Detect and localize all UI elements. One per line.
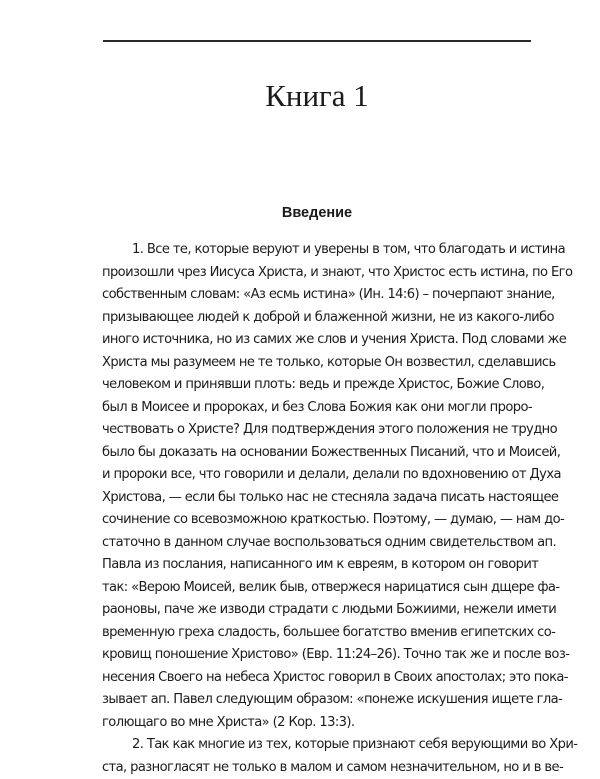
body-line: кровищ поношение Христово» (Евр. 11:24–26). Точно так же и после воз- <box>102 644 532 667</box>
body-line: 1. Все те, которые веруют и уверены в том, что благодать и истина <box>102 239 532 262</box>
body-line: ста, разногласят не только в малом и самом незначительном, но и в ве- <box>102 757 532 779</box>
body-line: сочинение со всевозможною краткостью. Поэтому, — думаю, — нам до- <box>102 509 532 532</box>
body-line: чествовать о Христе? Для подтверждения этого положения не трудно <box>102 419 532 442</box>
body-line: собственным словам: «Аз есмь истина» (Ин. 14:6) – почерпают знание, <box>102 284 532 307</box>
body-line: Христова, — если бы только нас не стесняла задача писать настоящее <box>102 487 532 510</box>
body-line: и пророки все, что говорили и делали, делали по вдохновению от Духа <box>102 464 532 487</box>
body-line: 2. Так как многие из тех, которые признают себя верующими во Хри- <box>102 734 532 757</box>
body-line: было бы доказать на основании Божественных Писаний, что и Моисей, <box>102 442 532 465</box>
body-line: Христа мы разумеем не те только, которые Он возвестил, сделавшись <box>102 352 532 375</box>
body-line: Павла из послания, написанного им к евреям, в котором он говорит <box>102 554 532 577</box>
body-line: временную греха сладость, большее богатство вменив египетских со- <box>102 622 532 645</box>
body-line: раоновы, паче же изводи страдати с людьми Божиими, нежели имети <box>102 599 532 622</box>
body-text <box>102 239 532 779</box>
header-rule <box>103 40 531 42</box>
book-title: Книга 1 <box>0 78 600 114</box>
body-line: произошли чрез Иисуса Христа, и знают, что Христос есть истина, по Его <box>102 262 532 285</box>
body-line: человеком и принявши плоть: ведь и прежде Христос, Божие Слово, <box>102 374 532 397</box>
body-line: иного источника, но из самих же слов и учения Христа. Под словами же <box>102 329 532 352</box>
section-heading: Введение <box>0 205 600 221</box>
body-line: был в Моисее и пророках, и без Слова Божия как они могли проро- <box>102 397 532 420</box>
body-line: несения Своего на небеса Христос говорил в Своих апостолах; это пока- <box>102 667 532 690</box>
body-line: голющаго во мне Христа» (2 Кор. 13:3). <box>102 712 532 735</box>
body-line: так: «Верою Моисей, велик быв, отвержеся нарицатися сын дщере фа- <box>102 577 532 600</box>
body-line: статочно в данном случае воспользоваться одним свидетельством ап. <box>102 532 532 555</box>
body-line: зывает ап. Павел следующим образом: «понеже искушения ищете гла- <box>102 689 532 712</box>
body-line: призывающее людей к доброй и блаженной жизни, не из какого-либо <box>102 307 532 330</box>
